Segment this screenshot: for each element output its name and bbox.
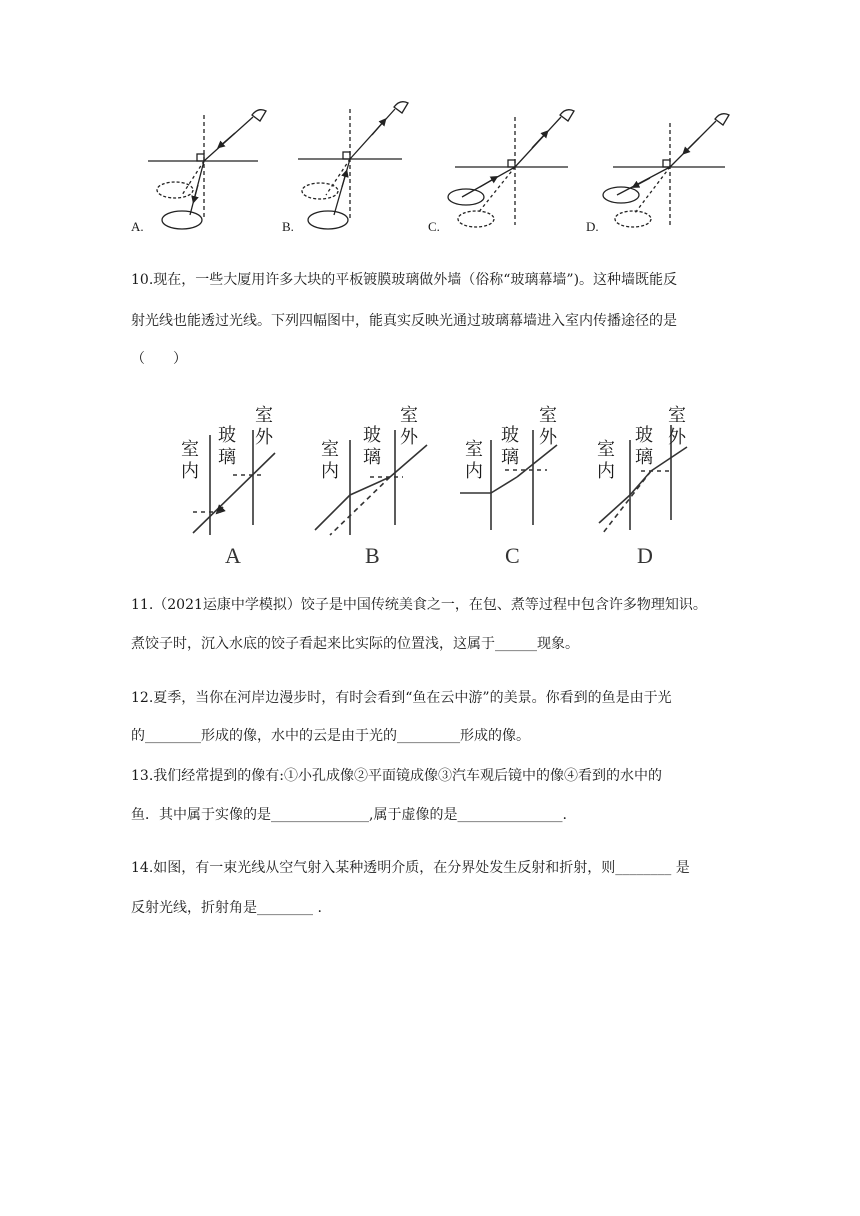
q9-option-b-label: B. [282,219,294,234]
eye-icon [252,110,266,121]
q10-figure-lines [175,395,695,570]
q9-option-c-diagram [448,110,574,227]
q9-option-a-diagram [148,110,266,229]
q10-label-glass-a: 玻璃 [218,425,236,468]
q10-figure [175,395,695,570]
eye-icon [560,110,574,121]
fish-image-icon [458,211,494,227]
q12-line-1: 12.夏季，当你在河岸边漫步时，有时会看到“鱼在云中游”的美景。你看到的鱼是由于光 [131,690,672,706]
q10-line-1: 10.现在，一些大厦用许多大块的平板镀膜玻璃做外墙（俗称“玻璃幕墙”)。这种墙既能反 [131,272,678,288]
q9-option-d-diagram [603,114,729,227]
q10-option-d-label: D [637,543,653,568]
q9-option-a-label: A. [131,219,144,234]
q11-line-1: 11.（2021运康中学模拟）饺子是中国传统美食之一，在包、煮等过程中包含许多物理知识。 [131,597,707,613]
q10-label-indoor-d: 室内 [597,439,615,482]
fish-icon [448,189,484,205]
q10-label-outdoor-a: 室外 [255,405,273,448]
q9-option-d-label: D. [586,219,599,234]
q10-line-3: （ ） [131,351,187,367]
q10-label-outdoor-b: 室外 [400,405,418,448]
q10-label-indoor-c: 室内 [465,439,483,482]
q10-option-a-label: A [225,543,241,568]
q11-line-2: 煮饺子时，沉入水底的饺子看起来比实际的位置浅，这属于______现象。 [131,636,579,652]
q13-line-1: 13.我们经常提到的像有:①小孔成像②平面镜成像③汽车观后镜中的像④看到的水中的 [131,768,662,784]
q10-label-indoor-a: 室内 [181,439,199,482]
q14-line-1: 14.如图，有一束光线从空气射入某种透明介质，在分界处发生反射和折射，则________ 是 [131,860,690,876]
q10-label-outdoor-c: 室外 [539,405,557,448]
fish-image-icon [157,182,193,198]
q10-label-glass-d: 玻璃 [635,425,653,468]
q9-option-c-label: C. [428,219,440,234]
q13-line-2: 鱼．其中属于实像的是______________,属于虚像的是_______________. [131,807,567,823]
q10-option-c-label: C [505,543,520,568]
q14-line-2: 反射光线，折射角是________ . [131,900,322,916]
fish-image-icon [302,183,338,199]
fish-image-icon [615,211,651,227]
fish-icon [308,211,348,229]
q12-line-2: 的________形成的像，水中的云是由于光的_________形成的像。 [131,728,530,744]
q10-label-glass-c: 玻璃 [501,425,519,468]
q10-option-b-label: B [365,543,380,568]
eye-icon [715,114,729,125]
fish-icon [162,211,202,229]
q10-label-indoor-b: 室内 [321,439,339,482]
q9-option-b-diagram [298,102,408,229]
q10-label-glass-b: 玻璃 [363,425,381,468]
eye-icon [394,102,408,113]
fish-icon [603,187,639,203]
q10-line-2: 射光线也能透过光线。下列四幅图中，能真实反映光通过玻璃幕墙进入室内传播途径的是 [131,313,677,329]
q10-label-outdoor-d: 室外 [668,405,686,448]
